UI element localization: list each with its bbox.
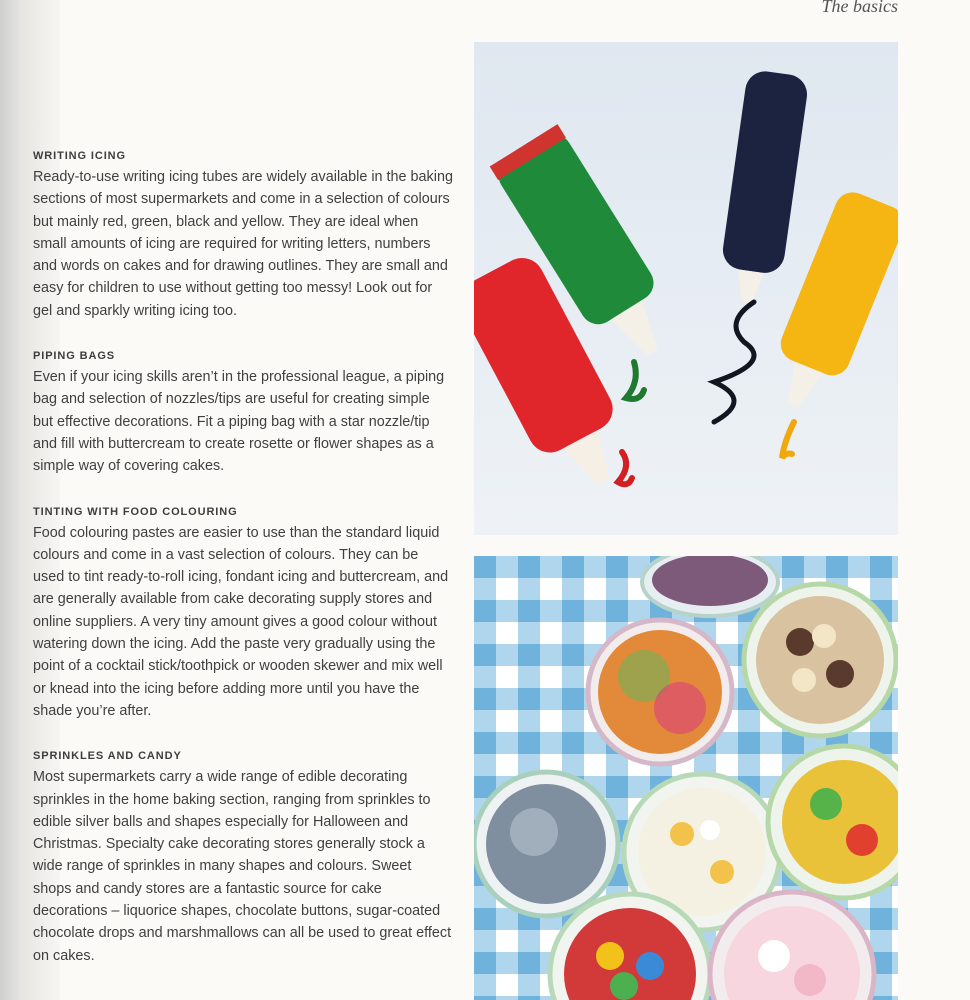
section-body: Ready-to-use writing icing tubes are widely available in the baking sections of most supermarkets and come in a selection of colours but mainly red, green, black and yellow. They are ideal when small amounts of icing are required for writing letters, numbers and words on cakes and for drawing outlines. They are small and easy for children to use without getting too messy! Look out for gel and sparkly writing icing too. xyxy=(33,169,453,319)
bowl-liquorice xyxy=(642,556,778,616)
writing-icing-tubes-photo xyxy=(474,42,898,535)
text-column xyxy=(33,150,453,995)
section-body: Even if your icing skills aren’t in the professional league, a piping bag and selection of nozzles/tips are useful for creating simple but effective decorations. Fit a piping bag with a star nozzle/tip and fill with buttercream to create rosette or flower shapes as a simple way of covering cakes. xyxy=(33,369,445,475)
section-piping-bags xyxy=(33,350,453,477)
section-heading: TINTING WITH FOOD COLOURING xyxy=(33,505,238,518)
section-sprinkles xyxy=(33,750,453,967)
bowl-silver-balls xyxy=(474,772,618,916)
section-body: Most supermarkets carry a wide range of edible decorating sprinkles in the home baking section, ranging from sprinkles to edible silver balls and shapes especially for Halloween and Christmas. Specialty cake decorating stores generally stock a wide range of sprinkles in many shapes and colours. Sweet shops and candy stores are a fantastic source for cake decorations – liquorice shapes, chocolate buttons, sugar-coated chocolate drops and marshmallows can all be used to great effect on cakes. xyxy=(33,769,452,964)
section-tinting xyxy=(33,506,453,723)
bowl-chocolate-buttons xyxy=(744,584,896,736)
bowl-jelly-sweets xyxy=(768,746,898,898)
sprinkles-candy-bowls-photo xyxy=(474,556,898,1000)
bowl-rainbow-sprinkles xyxy=(588,620,732,764)
running-head: The basics xyxy=(821,0,898,16)
section-heading: PIPING BAGS xyxy=(33,350,116,363)
section-heading: WRITING ICING xyxy=(33,150,126,162)
section-writing-icing xyxy=(33,150,453,322)
section-heading: SPRINKLES AND CANDY xyxy=(33,750,182,763)
section-body: Food colouring pastes are easier to use than the standard liquid colours and come in a vast selection of colours. They can be used to tint ready-to-roll icing, fondant icing and buttercream, and are generally available from cake decorating supply stores and online suppliers. A very tiny amount gives a good colour without watering down the icing. Add the paste very gradually using the point of a cocktail stick/toothpick or wooden skewer and mix well or knead into the icing before adding more until you have the shade you’re after. xyxy=(33,524,449,719)
